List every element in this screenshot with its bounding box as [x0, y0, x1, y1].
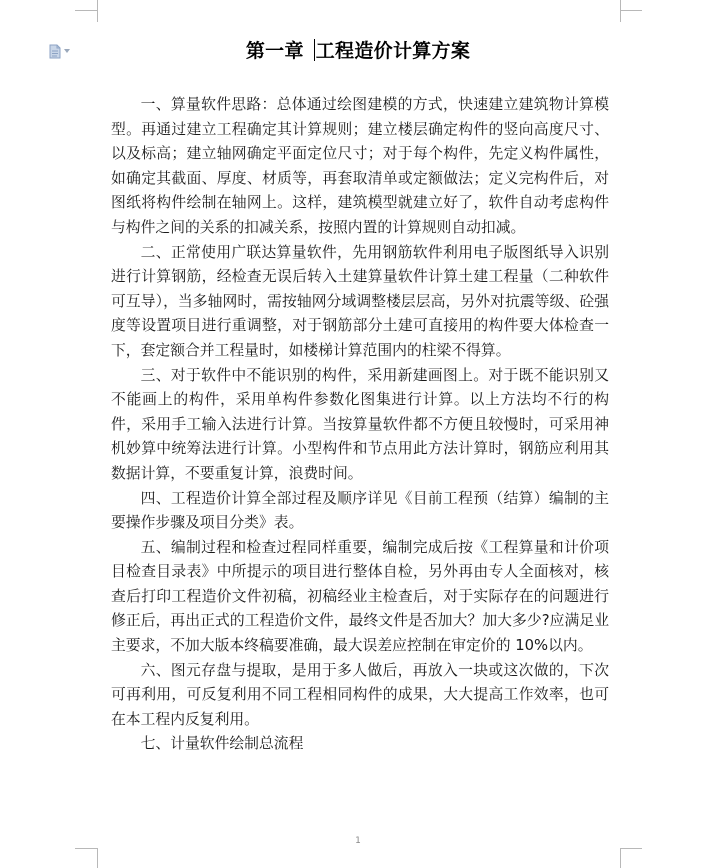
paragraph-1: 一、算量软件思路：总体通过绘图建模的方式，快速建立建筑物计算模型。再通过建立工程确定其计算规则；建立楼层确定构件的竖向高度尺寸、以及标高；建立轴网确定平面定位尺寸；对于每个构件，先定义构件属性，如确定其截面、厚度、材质等，再套取清单或定额做法；定义完构件后，对图纸将构件绘制在轴网上。这样，建筑模型就建立好了，软件自动考虑构件与构件之间的关系的扣减关系，按照内置的计算规则自动扣减。: [111, 96, 609, 236]
crop-mark-top-right-v: [620, 0, 621, 22]
document-body: [111, 93, 609, 757]
paragraph-7: 七、计量软件绘制总流程: [140, 735, 304, 753]
crop-mark-top-left-h: [75, 10, 97, 11]
paragraph-3: 三、对于软件中不能识别的构件，采用新建画图上。对于既不能识别又不能画上的构件，采用单构件参数化图集进行计算。以上方法均不行的构件，采用手工输入法进行计算。当按算量软件都不方便且较慢时，可采用神机妙算中统筹法进行计算。小型构件和节点用此方法计算时，钢筋应利用其数据计算，不要重复计算，浪费时间。: [111, 366, 609, 482]
paragraph-5: 五、编制过程和检查过程同样重要，编制完成后按《工程算量和计价项目检查目录表》中所提示的项目进行整体自检，另外再由专人全面核对，核查后打印工程造价文件初稿，初稿经业主检查后，对于实际存在的问题进行修正后，再出正式的工程造价文件，最终文件是否加大？加大多少?应满足业主要求，不加大版本终稿要准确，最大误差应控制在审定价的 10%以内。: [111, 538, 609, 655]
paragraph-2: 二、正常使用广联达算量软件，先用钢筋软件利用电子版图纸导入识别进行计算钢筋，经检查无误后转入土建算量软件计算土建工程量（二种软件可互导），当多轴网时，需按轴网分域调整楼层层高，另外对抗震等级、砼强度等设置项目进行重调整，对于钢筋部分土建可直接用的构件要大体检查一下，套定额合并工程量时，如楼梯计算范围内的柱梁不得算。: [111, 243, 609, 359]
crop-mark-bottom-right-h: [620, 848, 642, 849]
page-number: 1: [355, 836, 361, 846]
crop-mark-top-left-v: [97, 0, 98, 22]
chapter-title: 工程造价计算方案: [315, 40, 471, 62]
document-icon[interactable]: [49, 43, 77, 59]
paragraph-6: 六、图元存盘与提取，是用于多人做后，再放入一块或这次做的，下次可再利用，可反复利用不同工程相同构件的成果，大大提高工作效率，也可在本工程内反复利用。: [111, 661, 609, 728]
crop-mark-bottom-right-v: [620, 848, 621, 868]
chevron-down-icon: [64, 49, 70, 53]
text-cursor: [314, 39, 315, 61]
crop-mark-top-right-h: [620, 10, 642, 11]
crop-mark-bottom-left-v: [97, 848, 98, 868]
chapter-label: 第一章: [245, 40, 304, 62]
file-page-icon: [49, 44, 61, 59]
crop-mark-bottom-left-h: [75, 848, 97, 849]
page-title: [78, 36, 638, 63]
paragraph-4: 四、工程造价计算全部过程及顺序详见《目前工程预（结算）编制的主要操作步骤及项目分类》表。: [111, 489, 609, 532]
